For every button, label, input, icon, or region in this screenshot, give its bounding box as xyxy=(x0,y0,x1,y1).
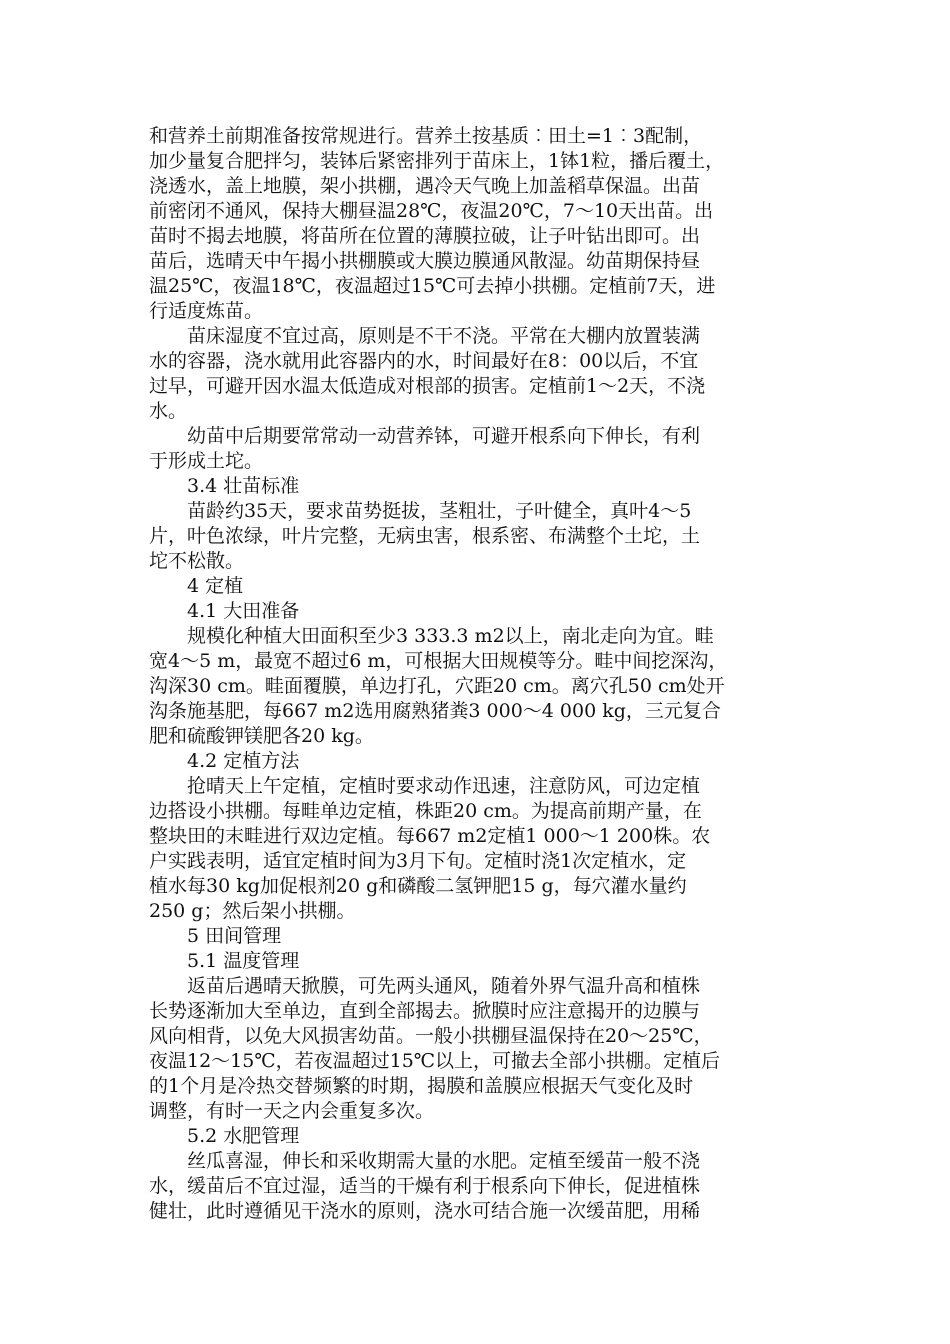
text-line: 5.2 水肥管理 xyxy=(187,1125,300,1147)
text-line: 4.1 大田准备 xyxy=(187,600,300,622)
text-line: 健壮，此时遵循见干浇水的原则，浇水可结合施一次缓苗肥，用稀 xyxy=(149,1200,701,1222)
text-line: 风向相背，以免大风损害幼苗。一般小拱棚昼温保持在20～25℃， xyxy=(149,1025,713,1047)
text-line: 4.2 定植方法 xyxy=(187,750,300,772)
text-line: 5.1 温度管理 xyxy=(187,950,300,972)
text-line: 沟深30 cm。畦面覆膜，单边打孔，穴距20 cm。离穴孔50 cm处开 xyxy=(149,675,725,697)
text-line: 边搭设小拱棚。每畦单边定植，株距20 cm。为提高前期产量，在 xyxy=(149,800,702,822)
text-line: 水，缓苗后不宜过湿，适当的干燥有利于根系向下伸长，促进植株 xyxy=(149,1175,701,1197)
text-line: 沟条施基肥，每667 m2选用腐熟猪粪3 000～4 000 kg，三元复合 xyxy=(149,700,721,722)
text-line: 水。 xyxy=(149,400,188,422)
text-line: 前密闭不通风，保持大棚昼温28℃，夜温20℃，7～10天出苗。出 xyxy=(149,200,714,222)
text-line: 苗龄约35天，要求苗势挺拔，茎粗壮，子叶健全，真叶4～5 xyxy=(187,500,692,522)
text-line: 片，叶色浓绿，叶片完整，无病虫害，根系密、布满整个土坨，土 xyxy=(149,525,701,547)
text-line: 3.4 壮苗标准 xyxy=(187,475,300,497)
text-line: 苗时不揭去地膜，将苗所在位置的薄膜拉破，让子叶钻出即可。出 xyxy=(149,225,701,247)
text-line: 返苗后遇晴天掀膜，可先两头通风，随着外界气温升高和植株 xyxy=(187,975,701,997)
text-line: 丝瓜喜湿，伸长和采收期需大量的水肥。定植至缓苗一般不浇 xyxy=(187,1150,701,1172)
text-line: 抢晴天上午定植，定植时要求动作迅速，注意防风，可边定植 xyxy=(187,775,701,797)
text-line: 植水每30 kg加促根剂20 g和磷酸二氢钾肥15 g，每穴灌水量约 xyxy=(149,875,687,897)
text-line: 苗床湿度不宜过高，原则是不干不浇。平常在大棚内放置装满 xyxy=(187,325,701,347)
text-line: 浇透水，盖上地膜，架小拱棚，遇冷天气晚上加盖稻草保温。出苗 xyxy=(149,175,701,197)
text-line: 加少量复合肥拌匀，装钵后紧密排列于苗床上，1钵1粒，播后覆土， xyxy=(149,150,725,172)
text-line: 整块田的末畦进行双边定植。每667 m2定植1 000～1 200株。农 xyxy=(149,825,711,847)
text-line: 4 定植 xyxy=(187,575,244,597)
text-line: 的1个月是冷热交替频繁的时期，揭膜和盖膜应根据天气变化及时 xyxy=(149,1075,694,1097)
text-line: 温25℃，夜温18℃，夜温超过15℃可去掉小拱棚。定植前7天，进 xyxy=(149,275,716,297)
text-line: 幼苗中后期要常常动一动营养钵，可避开根系向下伸长，有利 xyxy=(187,425,701,447)
text-line: 和营养土前期准备按常规进行。营养土按基质︰田土=1︰3配制， xyxy=(149,125,703,147)
text-line: 过早，可避开因水温太低造成对根部的损害。定植前1～2天，不浇 xyxy=(149,375,706,397)
text-line: 水的容器，浇水就用此容器内的水，时间最好在8：00以后，不宜 xyxy=(149,350,699,372)
text-line: 行适度炼苗。 xyxy=(149,300,264,322)
text-line: 规模化种植大田面积至少3 333.3 m2以上，南北走向为宜。畦 xyxy=(187,625,714,647)
text-line: 长势逐渐加大至单边，直到全部揭去。掀膜时应注意揭开的边膜与 xyxy=(149,1000,701,1022)
text-line: 肥和硫酸钾镁肥各20 kg。 xyxy=(149,725,374,747)
text-line: 于形成土坨。 xyxy=(149,450,264,472)
text-line: 夜温12～15℃，若夜温超过15℃以上，可撤去全部小拱棚。定植后 xyxy=(149,1050,721,1072)
text-line: 250 g；然后架小拱棚。 xyxy=(149,900,356,922)
text-line: 调整，有时一天之内会重复多次。 xyxy=(149,1100,435,1122)
text-line: 5 田间管理 xyxy=(187,925,282,947)
text-line: 宽4～5 m，最宽不超过6 m，可根据大田规模等分。畦中间挖深沟， xyxy=(149,650,728,672)
text-line: 坨不松散。 xyxy=(149,550,245,572)
body-text xyxy=(149,124,809,1224)
text-line: 户实践表明，适宜定植时间为3月下旬。定植时浇1次定植水，定 xyxy=(149,850,687,872)
text-line: 苗后，选晴天中午揭小拱棚膜或大膜边膜通风散湿。幼苗期保持昼 xyxy=(149,250,701,272)
